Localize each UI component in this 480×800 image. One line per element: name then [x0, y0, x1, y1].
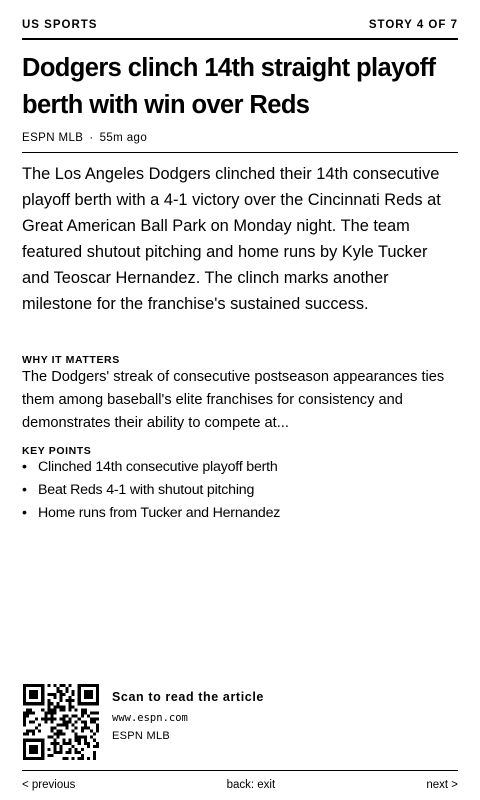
key-point-item [22, 479, 280, 502]
key-point-text: Beat Reds 4-1 with shutout pitching [38, 482, 255, 498]
byline [22, 132, 458, 144]
footer-divider [22, 770, 458, 771]
key-point-text: Home runs from Tucker and Hernandez [38, 505, 281, 521]
why-it-matters-label: WHY IT MATTERS [22, 354, 120, 366]
why-it-matters-text: The Dodgers' streak of consecutive postseason appearances ties them among baseball's elite franchises for consistency and demonstrates their ability to compete at... [22, 369, 445, 431]
bullet-icon: • [22, 459, 27, 475]
top-bar [22, 19, 458, 31]
source-name: ESPN MLB [22, 132, 84, 144]
qr-code-graphic [23, 684, 99, 760]
article-url: www.espn.com [112, 712, 188, 724]
key-point-text: Clinched 14th consecutive playoff berth [38, 459, 278, 475]
top-divider [22, 38, 458, 40]
category-label: US SPORTS [22, 19, 98, 31]
scan-title: Scan to read the article [112, 690, 264, 704]
qr-code-icon [23, 684, 99, 760]
time-ago: 55m ago [99, 132, 148, 144]
story-counter: STORY 4 OF 7 [368, 19, 458, 31]
previous-button[interactable]: < previous [22, 779, 76, 791]
article-headline: Dodgers clinch 14th straight playoff berth with win over Reds [22, 54, 436, 119]
qr-source-name: ESPN MLB [112, 730, 171, 742]
key-point-item [22, 502, 280, 525]
key-point-item [22, 456, 280, 479]
bullet-icon: • [22, 482, 27, 498]
footer-nav [22, 779, 458, 791]
article-body: The Los Angeles Dodgers clinched their 14th consecutive playoff berth with a 4-1 victory over the Cincinnati Reds at Great American Ball Park on Monday night. The team featured shutout pitching and home runs by Kyle Tucker and Teoscar Hernandez. The clinch marks another milestone for the franchise's sustained success. [22, 165, 441, 313]
byline-separator: · [89, 132, 94, 144]
key-points-label: KEY POINTS [22, 445, 92, 457]
back-exit-button[interactable]: back: exit [226, 779, 276, 791]
bullet-icon: • [22, 505, 27, 521]
story-page [22, 0, 458, 800]
byline-divider [22, 152, 458, 153]
next-button[interactable]: next > [426, 779, 458, 791]
key-points-list [22, 456, 280, 525]
